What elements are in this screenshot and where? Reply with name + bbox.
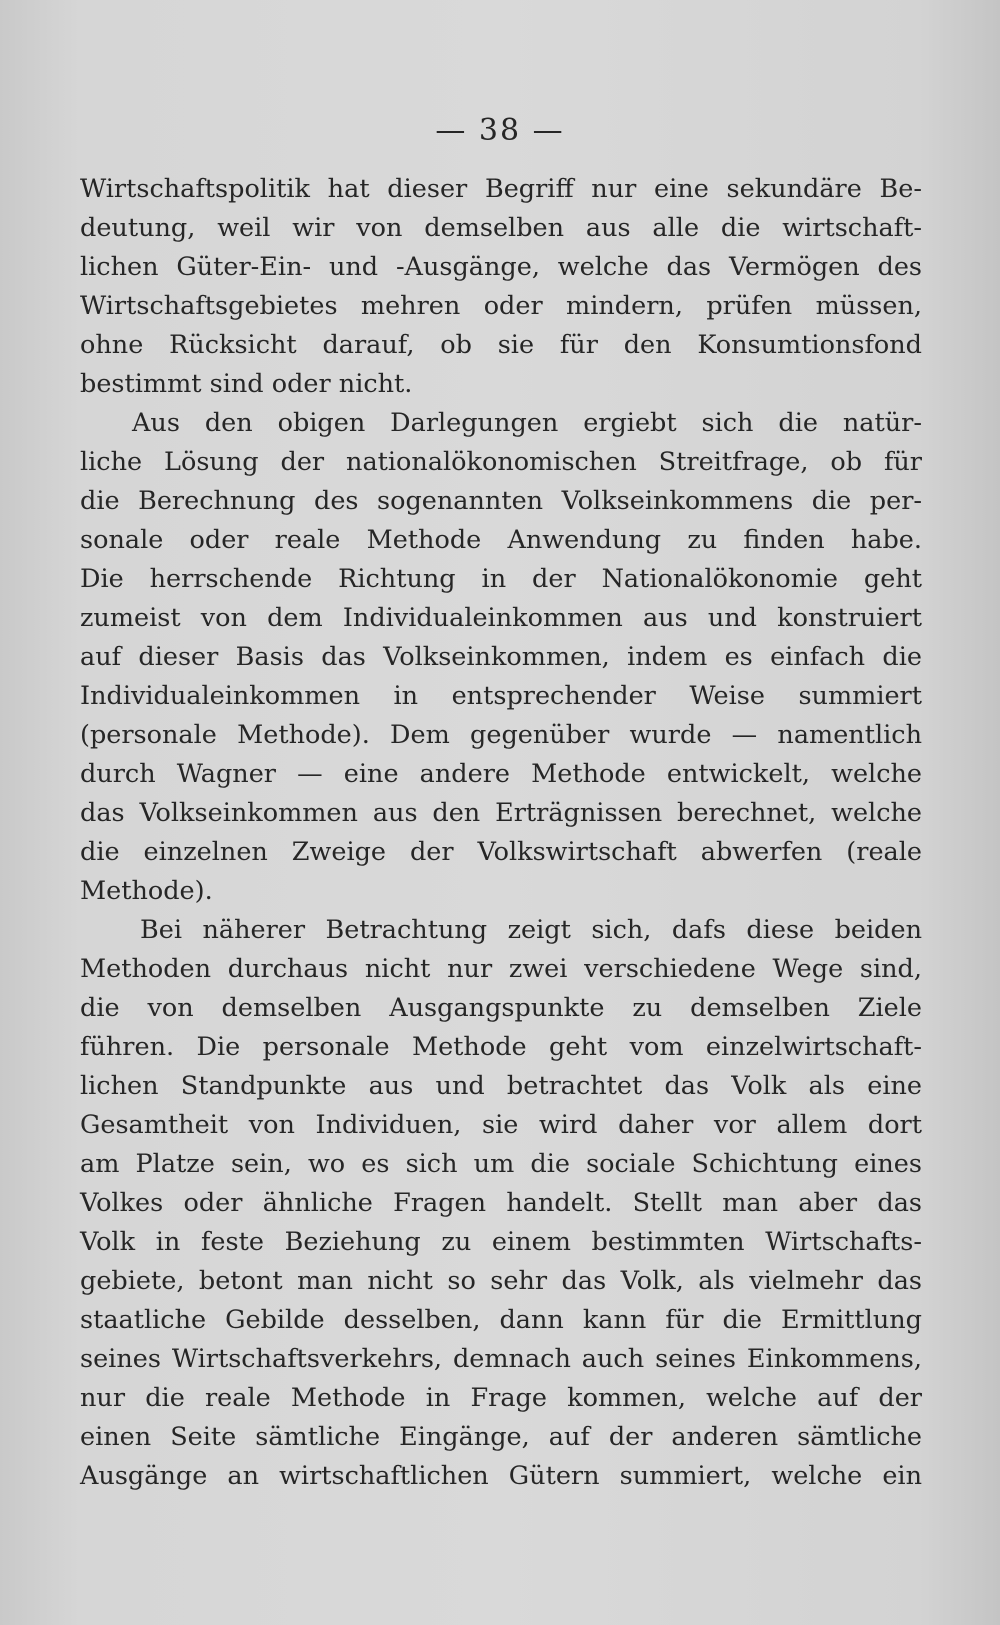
text-line: seines Wirtschaftsverkehrs, demnach auch seines Einkommens,: [80, 1344, 922, 1374]
text-line: Wirtschaftsgebietes mehren oder mindern, prüfen müssen,: [80, 291, 922, 321]
text-line: bestimmt sind oder nicht.: [80, 369, 413, 399]
text-line: Volkes oder ähnliche Fragen handelt. Stellt man aber das: [80, 1188, 922, 1218]
text-line: staatliche Gebilde desselben, dann kann für die Ermittlung: [80, 1305, 922, 1335]
text-line: Ausgänge an wirtschaftlichen Gütern summiert, welche ein: [80, 1461, 922, 1491]
text-line: gebiete, betont man nicht so sehr das Volk, als vielmehr das: [80, 1266, 922, 1296]
text-line: zumeist von dem Individualeinkommen aus und konstruiert: [80, 603, 922, 633]
text-line: lichen Standpunkte aus und betrachtet das Volk als eine: [80, 1071, 922, 1101]
text-line: auf dieser Basis das Volkseinkommen, indem es einfach die: [80, 642, 922, 672]
text-line: deutung, weil wir von demselben aus alle die wirtschaft-: [80, 213, 922, 243]
text-line: (personale Methode). Dem gegenüber wurde — namentlich: [80, 720, 922, 750]
page-number: — 38 —: [435, 113, 565, 148]
text-line: die Berechnung des sogenannten Volkseinkommens die per-: [80, 486, 922, 516]
text-line: einen Seite sämtliche Eingänge, auf der anderen sämtliche: [80, 1422, 922, 1452]
text-line: Methoden durchaus nicht nur zwei verschiedene Wege sind,: [80, 954, 922, 984]
text-line: Methode).: [80, 876, 213, 906]
body-text: [80, 170, 922, 1496]
text-line: Individualeinkommen in entsprechender Weise summiert: [80, 681, 922, 711]
text-line: Aus den obigen Darlegungen ergiebt sich die natür-: [132, 408, 922, 438]
text-line: sonale oder reale Methode Anwendung zu finden habe.: [80, 525, 922, 555]
text-line: die von demselben Ausgangspunkte zu demselben Ziele: [80, 993, 922, 1023]
text-line: die einzelnen Zweige der Volkswirtschaft abwerfen (reale: [80, 837, 922, 867]
text-line: Bei näherer Betrachtung zeigt sich, dafs diese beiden: [140, 915, 922, 945]
text-line: liche Lösung der nationalökonomischen Streitfrage, ob für: [80, 447, 922, 477]
text-line: nur die reale Methode in Frage kommen, welche auf der: [80, 1383, 922, 1413]
text-line: Volk in feste Beziehung zu einem bestimmten Wirtschafts-: [80, 1227, 922, 1257]
text-line: durch Wagner — eine andere Methode entwickelt, welche: [80, 759, 922, 789]
text-line: Die herrschende Richtung in der Nationalökonomie geht: [80, 564, 922, 594]
text-line: am Platze sein, wo es sich um die sociale Schichtung eines: [80, 1149, 922, 1179]
text-line: Wirtschaftspolitik hat dieser Begriff nur eine sekundäre Be-: [80, 174, 922, 204]
text-line: lichen Güter-Ein- und -Ausgänge, welche das Vermögen des: [80, 252, 922, 282]
text-line: Gesamtheit von Individuen, sie wird daher vor allem dort: [80, 1110, 922, 1140]
text-line: führen. Die personale Methode geht vom einzelwirtschaft-: [80, 1032, 922, 1062]
text-line: das Volkseinkommen aus den Erträgnissen berechnet, welche: [80, 798, 922, 828]
text-line: ohne Rücksicht darauf, ob sie für den Konsumtionsfond: [80, 330, 922, 360]
